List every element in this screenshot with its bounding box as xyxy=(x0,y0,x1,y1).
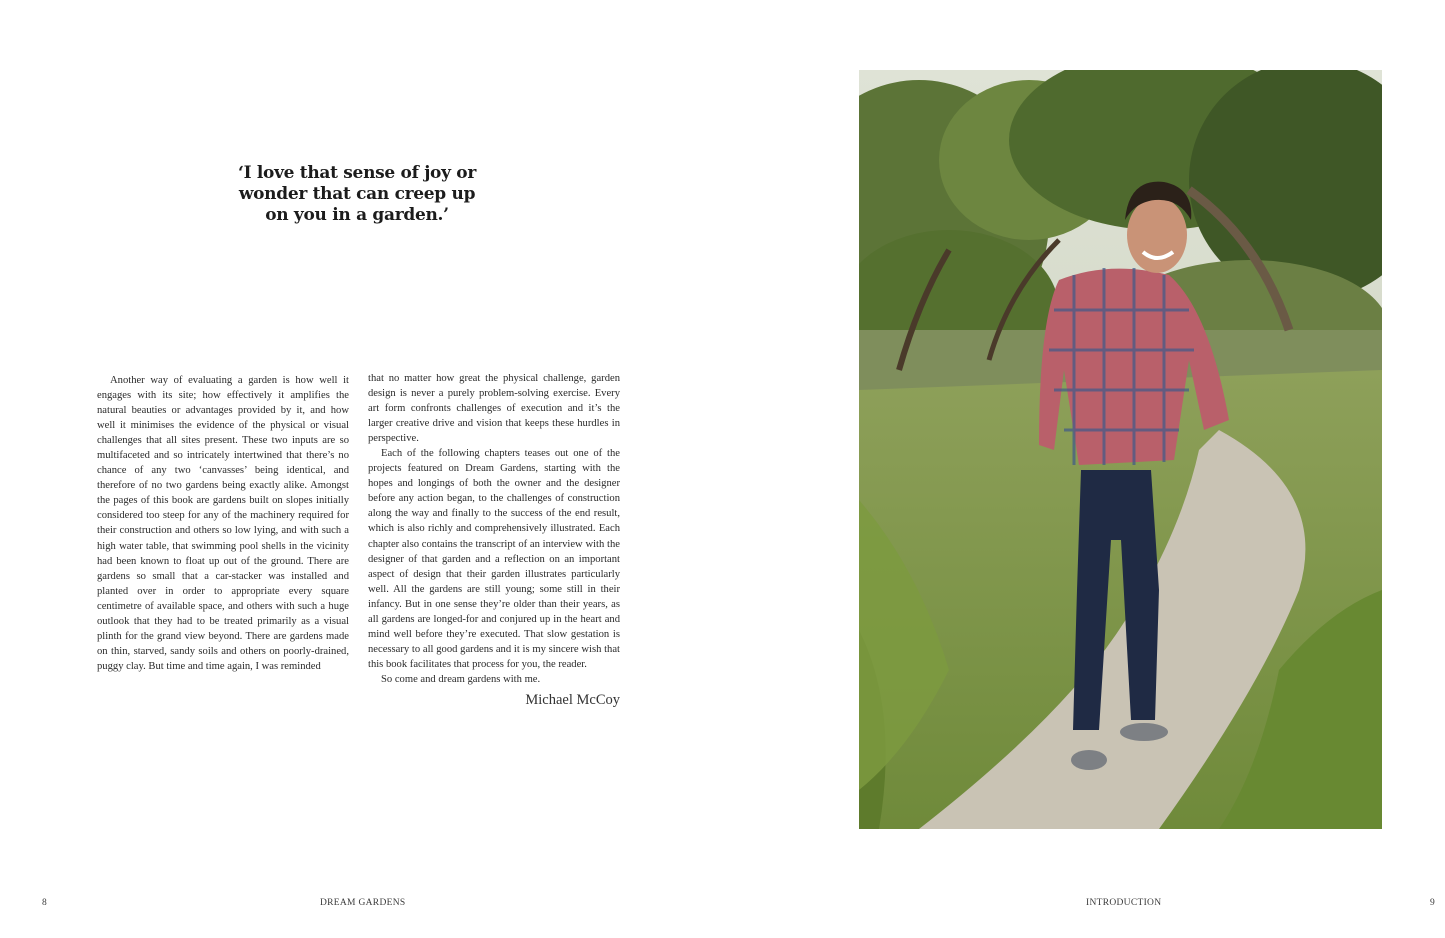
body-column-left xyxy=(97,373,349,674)
pull-quote-line: on you in a garden.’ xyxy=(265,205,449,225)
pull-quote-line: ‘I love that sense of joy or xyxy=(237,163,476,183)
garden-portrait-illustration xyxy=(859,70,1382,829)
author-signature: Michael McCoy xyxy=(525,691,620,708)
body-paragraph: Each of the following chapters teases out one of the projects featured on Dream Gardens, starting with the hopes and longings of both the owner and the designer before any action began, to the challenges of construction along the way and finally to the success of the end result, which is also richly and comprehensively illustrated. Each chapter also contains the transcript of an interview with the designer of that garden and a reflection on an important aspect of design that their garden illustrates particularly well. All the gardens are still young; some still in their infancy. But in one sense they’re older than their years, as all gardens are longed-for and conjured up in the heart and mind well before they’re executed. That slow gestation is necessary to all good gardens and it is my sincere wish that this book facilitates that process for you, the reader. xyxy=(368,448,620,670)
body-paragraph: that no matter how great the physical challenge, garden design is never a purely problem-solving exercise. Every art form confronts challenges of execution and it’s the larger creative drive and vision that keeps these hurdles in perspective. xyxy=(368,373,620,445)
body-paragraph: So come and dream gardens with me. xyxy=(381,673,541,685)
pull-quote xyxy=(232,163,482,226)
running-head-right: INTRODUCTION xyxy=(1086,898,1162,908)
page-number-right: 9 xyxy=(1430,898,1436,908)
running-head-left: DREAM GARDENS xyxy=(320,898,406,908)
body-column-right xyxy=(368,371,620,708)
body-paragraph: Another way of evaluating a garden is how well it engages with its site; how effectively it amplifies the natural beauties or advantages provided by it, and how well it minimises the evidence of the physical or visual challenges that all sites present. These two inputs are so multifaceted and so intricately intertwined that there’s no chance of any two ‘canvasses’ being identical, and therefore of no two gardens being exactly alike. Amongst the pages of this book are gardens built on slopes initially considered too steep for any of the machinery required for their construction and others so low lying, and with such a high water table, that swimming pool shells in the vicinity had been known to float up out of the ground. There are gardens so small that a car-stacker was installed and planted over in order to appropriate every square centimetre of available space, and others with such a huge outlook that they had to be treated primarily as a visual plinth for the grand view beyond. There are gardens made on thin, starved, sandy soils and others on poorly-drained, puggy clay. But time and time again, I was reminded xyxy=(97,375,349,672)
pull-quote-line: wonder that can creep up xyxy=(238,184,476,204)
author-portrait-photo xyxy=(859,70,1382,829)
page-number-left: 8 xyxy=(42,898,48,908)
